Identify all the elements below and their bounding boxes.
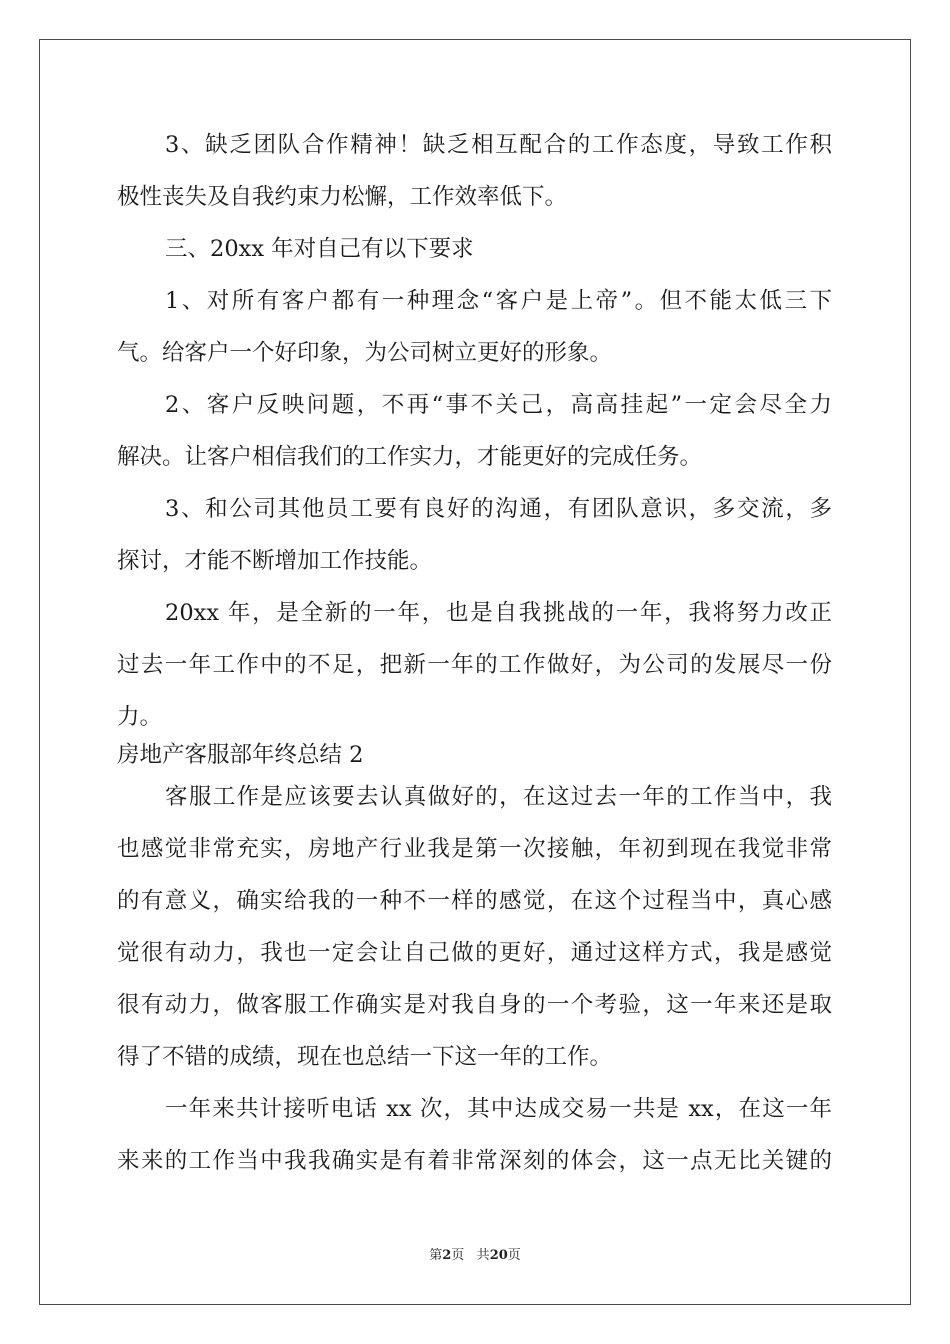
paragraph-line: 3、和公司其他员工要有良好的沟通，有团队意识，多交流，多: [165, 496, 832, 522]
paragraph-line: 一年来共计接听电话 xx 次，其中达成交易一共是 xx，在这一年: [165, 1096, 832, 1122]
paragraph-line: 觉很有动力，我也一定会让自己做的更好，通过这样方式，我是感觉: [117, 940, 832, 966]
paragraph-line: 的有意义，确实给我的一种不一样的感觉，在这个过程当中，真心感: [117, 888, 832, 914]
paragraph-line: 2、客户反映问题，不再“事不关己，高高挂起”一定会尽全力: [165, 392, 832, 418]
paragraph-line: 气。给客户一个好印象，为公司树立更好的形象。: [117, 340, 613, 366]
paragraph-line: 来来的工作当中我我确实是有着非常深刻的体会，这一点无比关键的: [117, 1148, 832, 1174]
paragraph-line: 力。: [117, 704, 163, 730]
paragraph-line: 1、对所有客户都有一种理念“客户是上帝”。但不能太低三下: [165, 288, 832, 314]
page-footer: [0, 1244, 950, 1263]
paragraph-line: 极性丧失及自我约束力松懈，工作效率低下。: [117, 184, 568, 210]
paragraph-line: 得了不错的成绩，现在也总结一下这一年的工作。: [117, 1044, 613, 1070]
page-label-mid: 页: [451, 1248, 465, 1263]
page-total-prefix: 共: [476, 1248, 490, 1263]
section-heading: 三、20xx 年对自己有以下要求: [165, 236, 474, 262]
paragraph-line: 3、缺乏团队合作精神！缺乏相互配合的工作态度，导致工作积: [165, 132, 832, 158]
paragraph-line: 过去一年工作中的不足，把新一年的工作做好，为公司的发展尽一份: [117, 652, 832, 678]
paragraph-line: 20xx 年，是全新的一年，也是自我挑战的一年，我将努力改正: [165, 600, 832, 626]
paragraph-line: 客服工作是应该要去认真做好的，在这过去一年的工作当中，我: [165, 784, 832, 810]
page-label-prefix: 第: [429, 1248, 443, 1263]
paragraph-line: 探讨，才能不断增加工作技能。: [117, 548, 433, 574]
paragraph-line: 也感觉非常充实，房地产行业我是第一次接触，年初到现在我觉非常: [117, 836, 832, 862]
page-total-number: 20: [489, 1248, 508, 1263]
page-current-number: 2: [442, 1248, 452, 1263]
paragraph-line: 很有动力，做客服工作确实是对我自身的一个考验，这一年来还是取: [117, 992, 832, 1018]
paragraph-line: 解决。让客户相信我们的工作实力，才能更好的完成任务。: [117, 444, 703, 470]
page-total-suffix: 页: [507, 1248, 521, 1263]
document-title: 房地产客服部年终总结 2: [117, 742, 364, 768]
